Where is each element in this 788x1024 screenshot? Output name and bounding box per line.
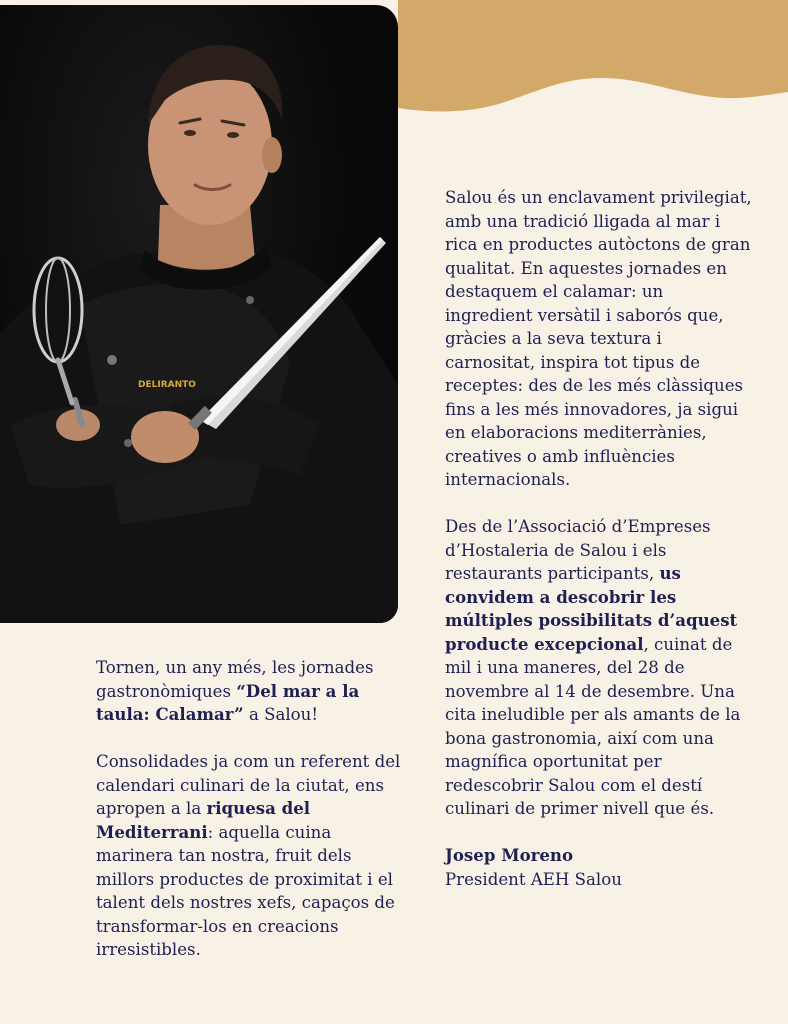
chef-photo bbox=[0, 5, 398, 623]
para2-text-b: : aquella cuina marinera tan nostra, fruit dels millors productes de proximitat i el talent dels nostres xefs, capaços de transformar-los en creacions irresistibles. bbox=[96, 822, 395, 959]
intro-paragraph bbox=[96, 656, 408, 727]
para4-text-a: Des de l’Associació d’Empreses d’Hostaleria de Salou i els restaurants participants, bbox=[445, 517, 711, 583]
apron-logo: DELIRANTO bbox=[138, 380, 196, 390]
para4-text-b: , cuinat de mil i una maneres, del 28 de novembre al 14 de desembre. Una cita ineludible per als amants de la bona gastronomia, així com una magnífica oportunitat per redescobrir Salou com el destí culinari de primer nivell que és. bbox=[445, 634, 741, 818]
right-column bbox=[445, 186, 755, 891]
fourth-paragraph bbox=[445, 515, 755, 821]
para4-bold: us convidem a descobrir les múltiples possibilitats d’aquest producte excepcional bbox=[445, 563, 738, 654]
left-column bbox=[96, 656, 408, 962]
signature bbox=[445, 844, 755, 891]
para2-bold: riquesa del Mediterrani bbox=[96, 798, 311, 842]
para2-text-a: Consolidades ja com un referent del calendari culinari de la ciutat, ens apropen a la bbox=[96, 752, 401, 818]
signature-name: Josep Moreno bbox=[445, 845, 574, 865]
second-paragraph bbox=[96, 750, 408, 962]
intro-text-a: Tornen, un any més, les jornades gastronòmiques bbox=[96, 658, 374, 701]
event-title: “Del mar a la taula: Calamar” bbox=[96, 680, 360, 724]
intro-text-b: a Salou! bbox=[243, 705, 319, 724]
signature-role: President AEH Salou bbox=[445, 869, 622, 889]
third-paragraph: Salou és un enclavament privilegiat, amb una tradició lligada al mar i rica en productes autòctons de gran qualitat. En aquestes jornades en destaquem el calamar: un ingredient versàtil i saborós que, gràcies a la seva textura i carnositat, inspira tot tipus de receptes: des de les més clàssiques fins a les més innovadores, ja sigui en elaboracions mediterrànies, creatives o amb influències internacionals. bbox=[445, 188, 752, 489]
